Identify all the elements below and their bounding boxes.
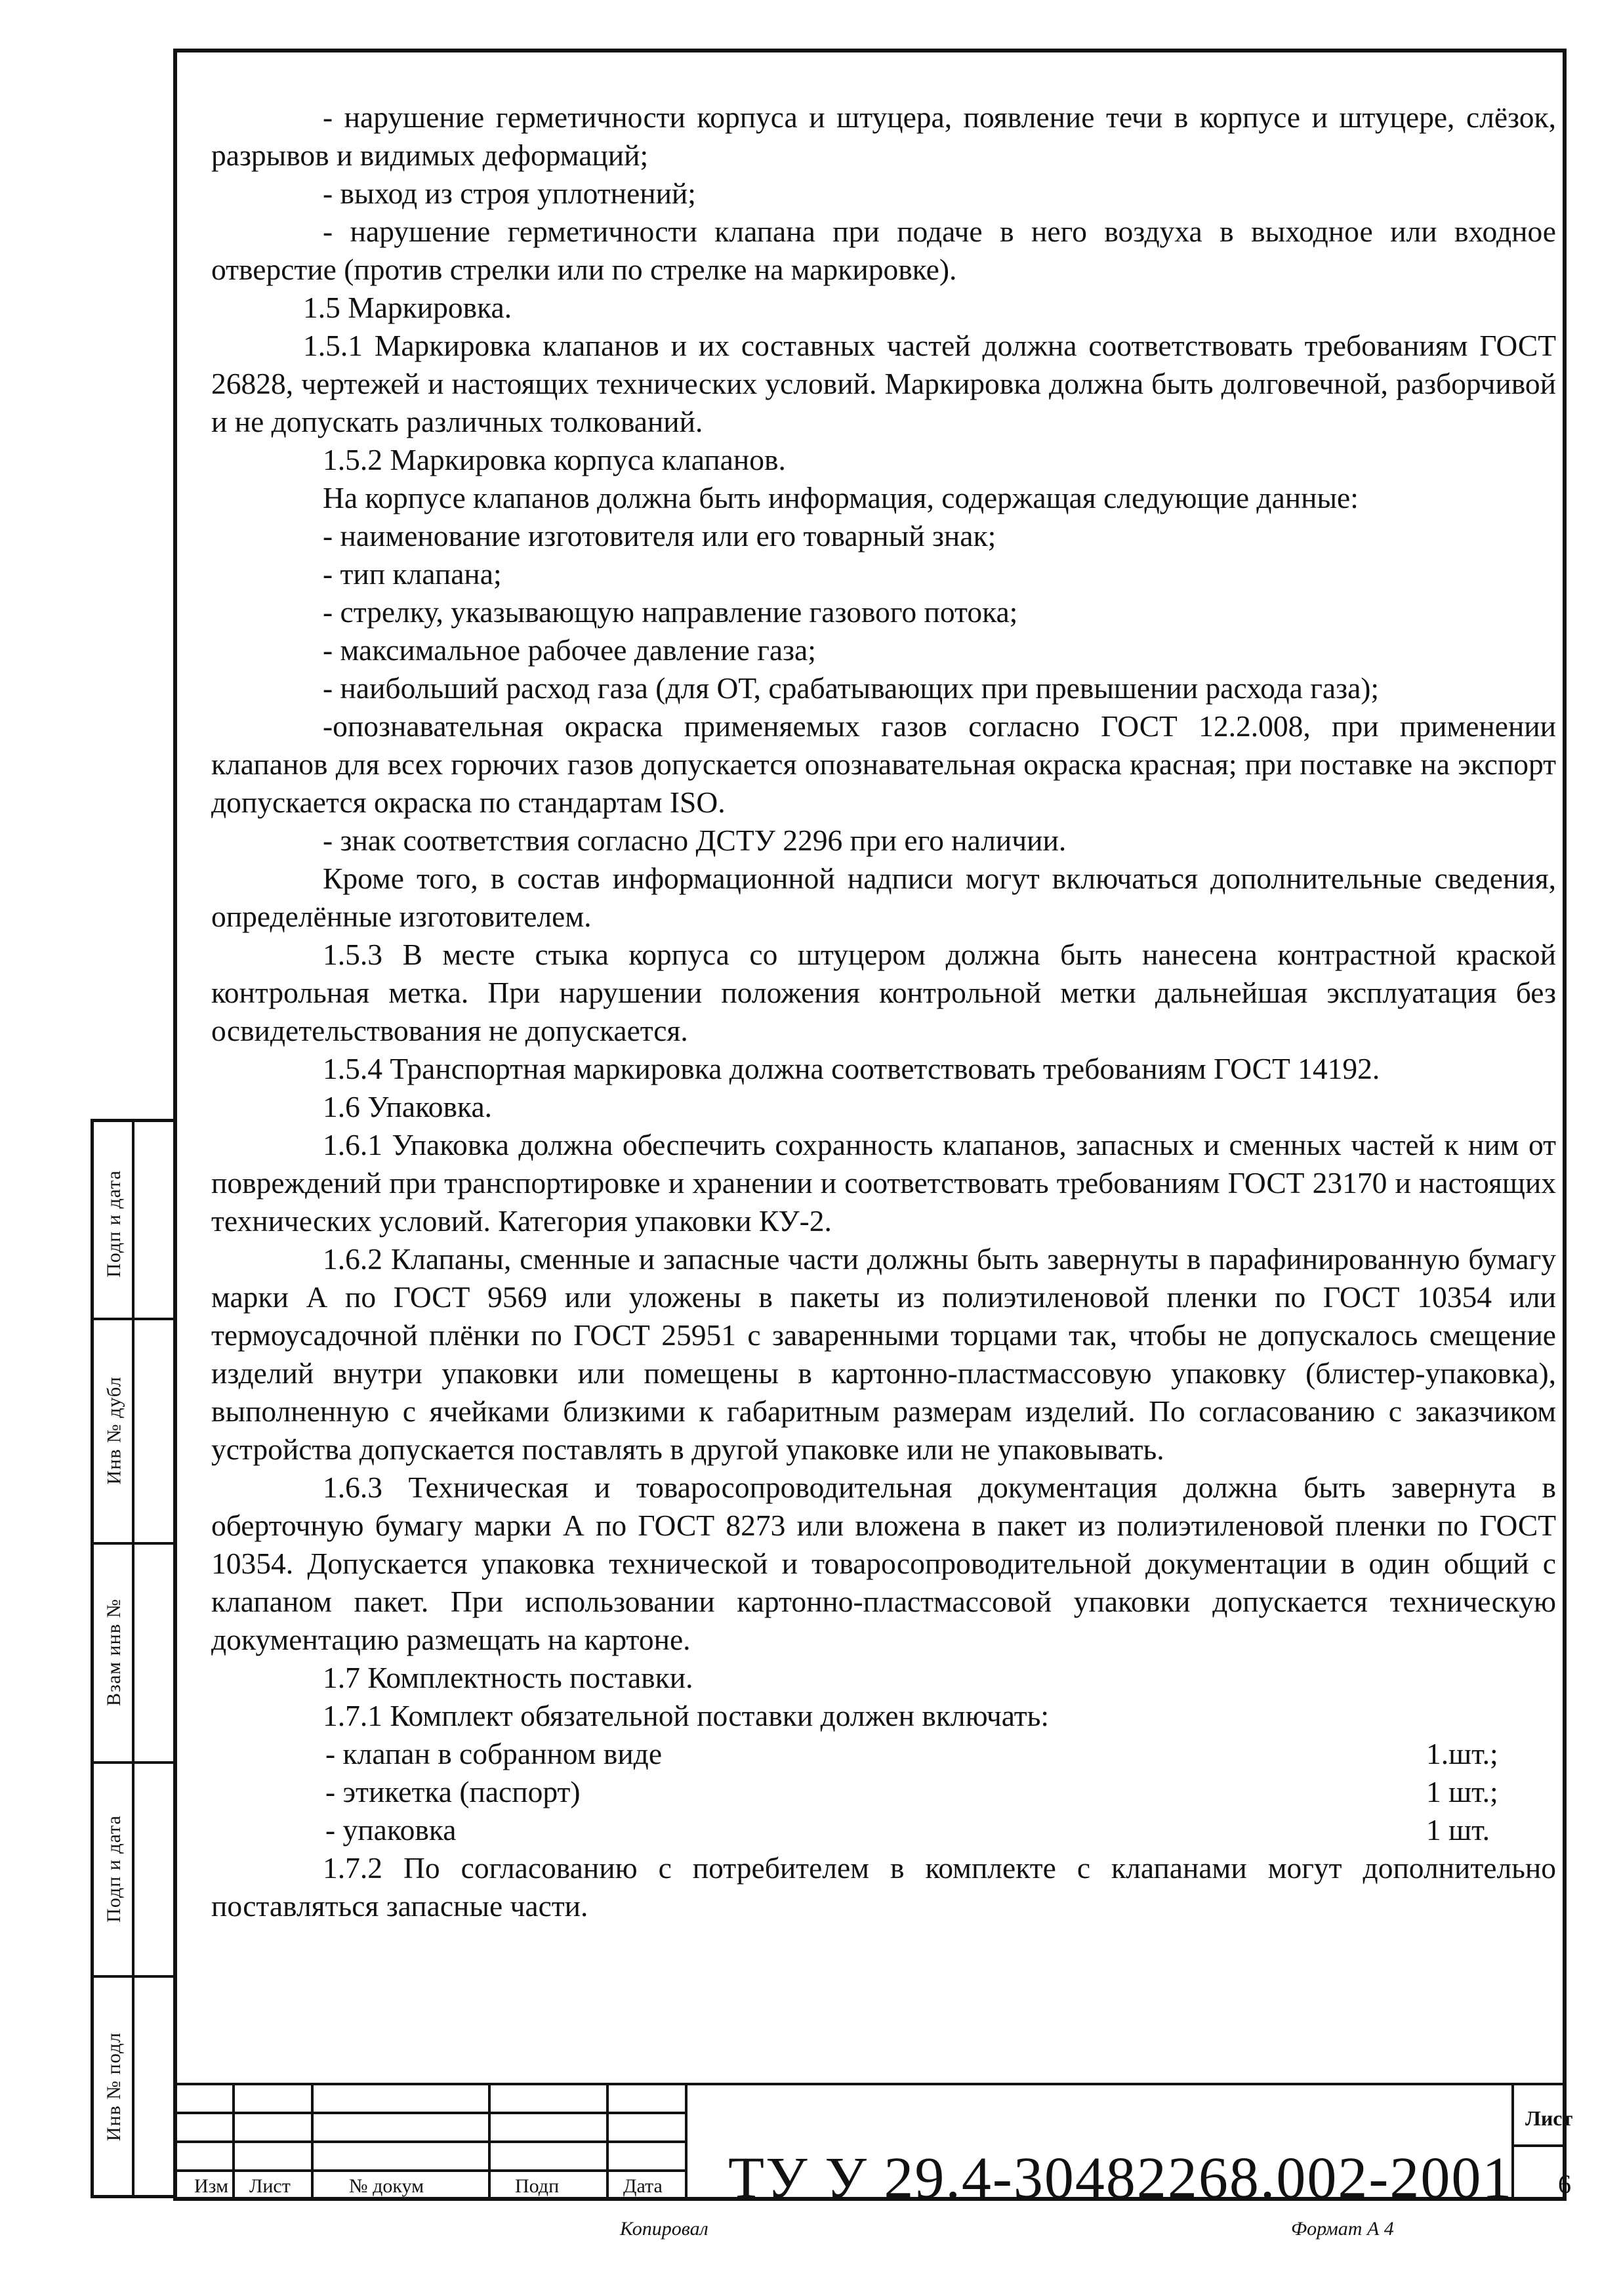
paragraph: - выход из строя уплотнений; [323,177,696,210]
paragraph: 1.6.2 Клапаны, сменные и запасные части должны быть завернуты в парафинированную бумагу марки А по ГОСТ 9569 или уложены в пакеты из полиэтиленовой пленки по ГОСТ 10354 или термоусадочной плёнки по ГОСТ 25951 с заваренными торцами так, чтобы не допускалось смещение изделий внутри упаковки или помещены в картонно-пластмассовую упаковку (блистер-упаковка), выполненную с ячейками близкими к габаритным размерам изделий. По согласованию с заказчиком устройства допускается поставлять в другой упаковке или не упаковывать. [211,1242,1556,1466]
paragraph: На корпусе клапанов должна быть информация, содержащая следующие данные: [323,481,1359,514]
list-item [211,1735,1556,1773]
side-label-dup-inventory: Инв № дубл [103,1376,125,1485]
sheet-label: Лист [1525,2106,1573,2130]
paragraph: Кроме того, в состав информационной надписи могут включаться дополнительные сведения, определённые изготовителем. [211,862,1556,933]
paragraph: - нарушение герметичности корпуса и штуцера, появление течи в корпусе и штуцере, слёзок, разрывов и видимых деформаций; [211,100,1556,172]
format-note: Формат А 4 [1291,2218,1394,2240]
document-code: ТУ У 29.4-30482268.002-2001 [728,2146,1513,2211]
paragraph: - тип клапана; [323,557,502,591]
paragraph: - стрелку, указывающую направление газового потока; [323,595,1018,629]
col-date: Дата [623,2175,663,2197]
paragraph: - максимальное рабочее давление газа; [323,633,816,667]
paragraph: 1.5.1 Маркировка клапанов и их составных частей должна соответствовать требованиям ГОСТ 26828, чертежей и настоящих технических условий. Маркировка должна быть долговечной, разборчивой и не допускать различных толкований. [211,329,1556,438]
col-change: Изм [194,2175,229,2197]
side-label-sign-date-bottom: Подп и дата [103,1815,125,1923]
paragraph: - наименование изготовителя или его товарный знак; [323,519,996,553]
paragraph: 1.6.1 Упаковка должна обеспечить сохранность клапанов, запасных и сменных частей к ним от повреждений при транспортировке и хранении и соответствовать требованиям ГОСТ 23170 и настоящих технических условий. Категория упаковки КУ-2. [211,1128,1556,1238]
paragraph: 1.7.1 Комплект обязательной поставки должен включать: [323,1699,1050,1732]
paragraph: 1.7.2 По согласованию с потребителем в комплекте с клапанами могут дополнительно поставляться запасные части. [211,1851,1556,1923]
paragraph: 1.6 Упаковка. [323,1090,493,1123]
col-doc-number: № докум [349,2175,424,2197]
item-quantity: 1 шт. [1426,1813,1490,1847]
side-label-sign-date-top: Подп и дата [103,1170,125,1278]
document-body [211,98,1556,1925]
sheet-number: 6 [1558,2169,1571,2199]
copied-note: Копировал [620,2218,708,2240]
paragraph: 1.5.4 Транспортная маркировка должна соответствовать требованиям ГОСТ 14192. [323,1052,1380,1085]
paragraph: - наибольший расход газа (для ОТ, срабатывающих при превышении расхода газа); [323,671,1380,705]
paragraph: -опознавательная окраска применяемых газов согласно ГОСТ 12.2.008, при применении клапанов для всех горючих газов допускается опознавательная окраска красная; при поставке на экспорт допускается окраска по стандартам ISO. [211,709,1556,819]
col-sheet: Лист [249,2175,291,2197]
paragraph: 1.6.3 Техническая и товаросопроводительная документация должна быть завернута в оберточную бумагу марки А по ГОСТ 8273 или вложена в пакет из полиэтиленовой пленки по ГОСТ 10354. Допускается упаковка технической и товаросопроводительной документации в один общий с клапаном пакет. При использовании картонно-пластмассовой упаковки допускается техническую документацию размещать на картоне. [211,1471,1556,1656]
paragraph: 1.5.3 В месте стыка корпуса со штуцером должна быть нанесена контрастной краской контрольная метка. При нарушении положения контрольной метки дальнейшая эксплуатация без освидетельствования не допускается. [211,938,1556,1047]
paragraph: - знак соответствия согласно ДСТУ 2296 при его наличии. [323,824,1067,857]
item-quantity: 1.шт.; [1426,1737,1498,1770]
list-item [211,1773,1556,1811]
paragraph: 1.5 Маркировка. [303,291,512,324]
side-stamp [91,1119,177,2198]
list-item [211,1811,1556,1849]
side-label-original-inventory: Инв № подл [103,2032,125,2141]
item-quantity: 1 шт.; [1426,1775,1498,1808]
paragraph: 1.7 Комплектность поставки. [323,1661,693,1694]
paragraph: 1.5.2 Маркировка корпуса клапанов. [323,443,786,476]
side-label-replace-inventory: Взам инв № [103,1598,125,1707]
paragraph: - нарушение герметичности клапана при подаче в него воздуха в выходное или входное отверстие (против стрелки или по стрелке на маркировке). [211,215,1556,286]
item-name: - упаковка [325,1813,457,1847]
col-signature: Подп [515,2175,560,2197]
item-name: - этикетка (паспорт) [325,1775,581,1808]
item-name: - клапан в собранном виде [325,1737,663,1770]
